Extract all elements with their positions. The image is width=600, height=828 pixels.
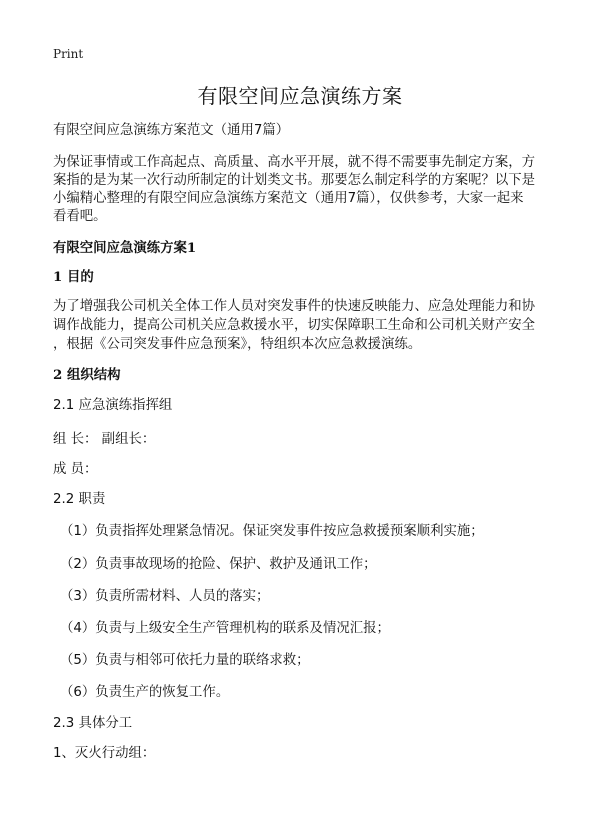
duty-item: （5）负责与相邻可依托力量的联络求救； (60, 653, 310, 668)
intro-line-1: 为保证事情或工作高起点、高质量、高水平开展，就不得不需要事先制定方案，方 (53, 155, 536, 170)
purpose-line-2: 调作战能力，提高公司机关应急救援水平，切实保障职工生命和公司机关财产安全 (53, 318, 536, 333)
leader-line: 组 长： 副组长： (53, 432, 156, 447)
subheading-2-3: 2.3 具体分工 (53, 716, 133, 731)
heading-organization: 2 组织结构 (53, 367, 121, 383)
intro-line-4: 看看吧。 (53, 209, 107, 224)
print-label: Print (53, 47, 84, 61)
subheading-2-1: 2.1 应急演练指挥组 (53, 398, 173, 413)
section-title: 有限空间应急演练方案1 (53, 240, 197, 256)
subheading-2-2: 2.2 职责 (53, 492, 106, 507)
duty-item: （4）负责与上级安全生产管理机构的联系及情况汇报； (60, 621, 390, 636)
task-item-1: 1、灭火行动组： (53, 746, 156, 761)
duty-item: （1）负责指挥处理紧急情况。保证突发事件按应急救援预案顺利实施； (60, 524, 484, 539)
duty-item: （3）负责所需材料、人员的落实； (60, 589, 270, 604)
intro-line-3: 小编精心整理的有限空间应急演练方案范文（通用7篇），仅供参考，大家一起来 (53, 191, 524, 206)
document-subtitle: 有限空间应急演练方案范文（通用7篇） (53, 123, 290, 138)
purpose-line-1: 为了增强我公司机关全体工作人员对突发事件的快速反映能力、应急处理能力和协 (53, 299, 536, 314)
members-line: 成 员： (53, 462, 98, 477)
document-title: 有限空间应急演练方案 (197, 84, 403, 108)
heading-purpose: 1 目的 (53, 269, 94, 285)
intro-line-2: 案指的是为某一次行动所制定的计划类文书。那要怎么制定科学的方案呢？以下是 (53, 173, 536, 188)
purpose-line-3: ，根据《公司突发事件应急预案》，特组织本次应急救援演练。 (53, 337, 422, 352)
duty-item: （6）负责生产的恢复工作。 (60, 685, 230, 700)
duty-item: （2）负责事故现场的抢险、保护、救护及通讯工作； (60, 557, 377, 572)
